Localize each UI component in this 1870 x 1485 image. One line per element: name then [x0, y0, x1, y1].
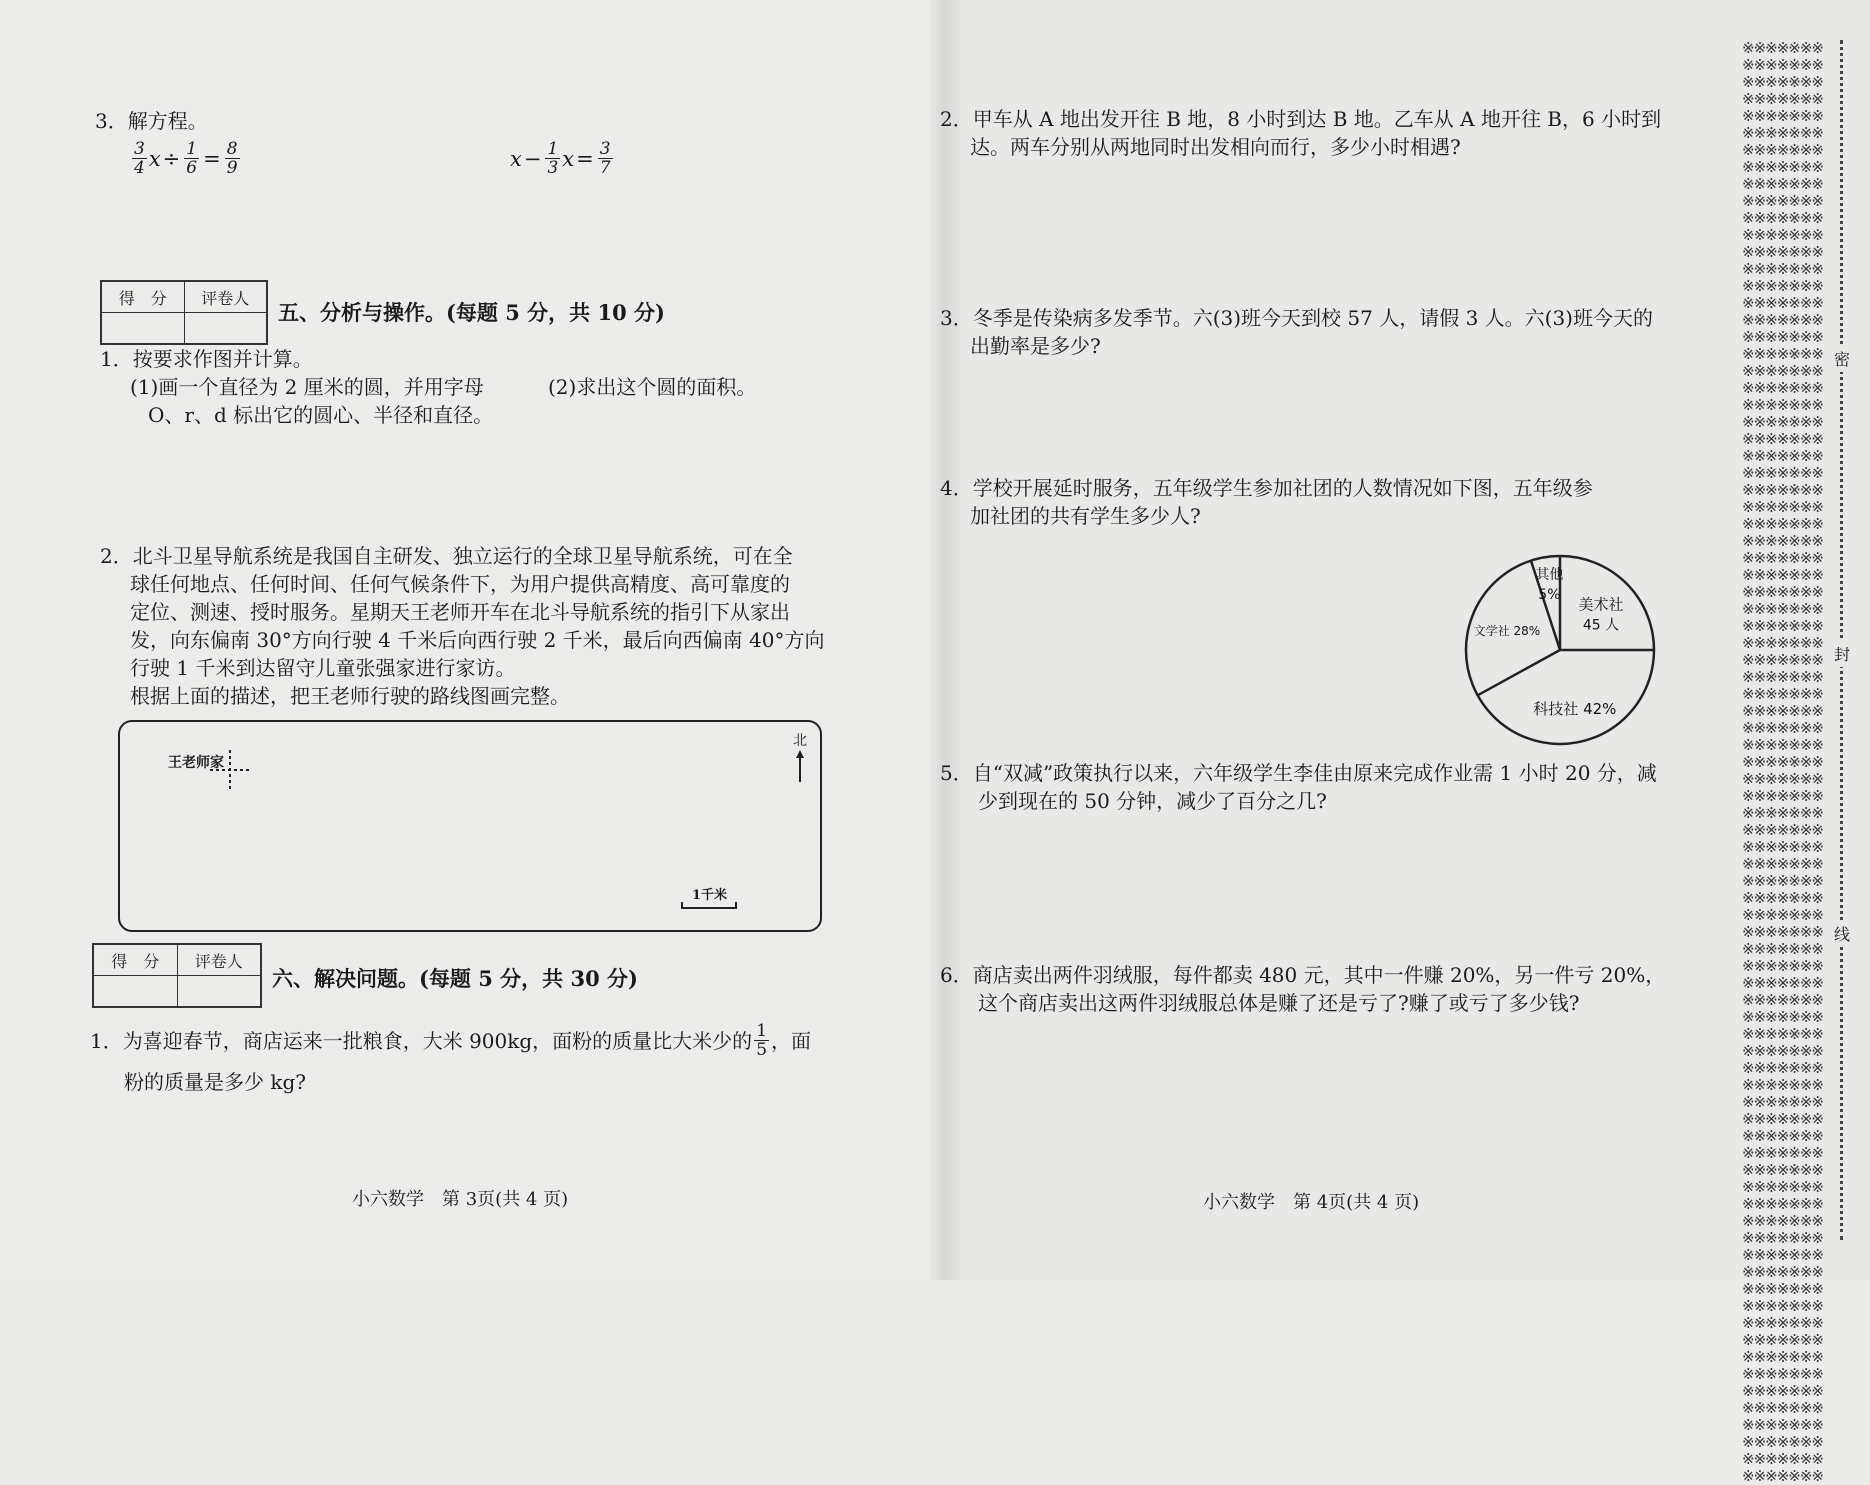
operator: ÷ — [162, 146, 181, 171]
score-header: 得 分 — [93, 944, 177, 976]
fraction — [598, 140, 613, 177]
s5-q2-line1: 2．北斗卫星导航系统是我国自主研发、独立运行的全球卫星导航系统，可在全 — [100, 544, 793, 568]
operator: − — [523, 146, 542, 171]
section-5-title: 五、分析与操作。(每题 5 分，共 10 分) — [278, 300, 665, 325]
s5-q1-sub1b: O、r、d 标出它的圆心、半径和直径。 — [148, 403, 494, 427]
denominator: 5 — [756, 1040, 768, 1060]
binding-feng-char: 封 — [1834, 640, 1850, 667]
fraction — [225, 140, 240, 177]
scale-label: 1千米 — [692, 888, 728, 903]
fraction — [754, 1022, 769, 1059]
fraction — [132, 140, 147, 177]
s5-q2-line3: 定位、测速、授时服务。星期天王老师开车在北斗导航系统的指引下从家出 — [130, 600, 790, 624]
equation-1 — [130, 140, 242, 177]
variable: x — [148, 146, 161, 171]
denominator: 6 — [186, 158, 198, 178]
pie-slice-value: 45 人 — [1582, 617, 1620, 634]
numerator: 3 — [134, 139, 145, 159]
score-cell[interactable] — [93, 976, 177, 1008]
grader-cell[interactable] — [184, 313, 267, 345]
r-q3-line1: 3．冬季是传染病多发季节。六(3)班今天到校 57 人，请假 3 人。六(3)班今天的 — [940, 306, 1653, 330]
pie-divider — [1478, 650, 1560, 695]
r-q5-line1: 5．自“双减”政策执行以来，六年级学生李佳由原来完成作业需 1 小时 20 分，减 — [940, 761, 1657, 785]
pie-slice-label: 其他 — [1535, 567, 1564, 584]
binding-xian-char: 线 — [1834, 920, 1850, 947]
variable: x — [562, 146, 575, 171]
binding-x-pattern: ※※※※※※※※※※※※※※※※※※※※※※※※※※※※※※※※※※※※※※※※※※※※※※※※※※※※※※※※※※※※※※※※※※※※※※※※※※※※※※※※※※※※※※※※※※※※※※※※※※※※※※※※※※※※※※※※※※※※※※※※※※※※※※※※※※※※※※※※※※※※※※※※※※※※※※※※※※※※※※※※※※※※※※※※※※※※※※※※※※※※※※※※※※※※※※※※※※※※※※※※※※※※※※※※※※※※※※※※※※※※※※※※※※※※※※※※※※※※※※※※※※※※※※※※※※※※※※※※※※※※※※※※※※※※※※※※※※※※※※※※※※※※※※※※※※※※※※※※※※※※※※※※※※※※※※※※※※※※※※※※※※※※※※※※※※※※※※※※※※※※※※※※※※※※※※※※※※※※※※※※※※※※※※※※※※※※※※※※※※※※※※※※※※※※※※※※※※※※※※※※※※※※※※※※※※※※※※※※※※※※※※※※※※※※※※※※※※※※※※※※※※※※※※※※※※※※※※※※※※※※※※※※※※※※※※※※※※※※※※※※※※※※※※※※※※※※※※※※※※※※※※※※※※※※※※※※※※※※※※※※※※※※※※※※※※※※※※※※※※※※※※※※※※※※※※※※※※※※※※※※※※※※※※※※※※※※※※※※※※※※※※※※※※※※※※※※※※※ — [1742, 39, 1823, 1485]
r-q2-line2: 达。两车分别从两地同时出发相向而行，多少小时相遇? — [970, 135, 1461, 159]
s6-q1-line1 — [90, 1022, 811, 1059]
page-fold — [930, 0, 960, 1280]
s5-q1-line: 1．按要求作图并计算。 — [100, 347, 313, 371]
club-pie-chart — [1460, 550, 1660, 750]
question-3-label: 3．解方程。 — [95, 109, 208, 133]
score-cell[interactable] — [101, 313, 184, 345]
pie-slice-label: 美术社 — [1578, 595, 1624, 614]
r-q6-line1: 6．商店卖出两件羽绒服，每件都卖 480 元，其中一件赚 20%，另一件亏 20%， — [940, 963, 1666, 987]
s5-q2-line6: 根据上面的描述，把王老师行驶的路线图画完整。 — [130, 684, 570, 708]
right-footer: 小六数学 第 4页(共 4 页) — [1203, 1192, 1420, 1213]
left-footer: 小六数学 第 3页(共 4 页) — [352, 1189, 569, 1210]
fraction — [545, 140, 560, 177]
binding-mi-char: 密 — [1834, 345, 1850, 372]
r-q4-line2: 加社团的共有学生多少人? — [970, 504, 1201, 528]
numerator: 3 — [599, 139, 611, 159]
route-map-box[interactable] — [118, 720, 822, 932]
right-page — [945, 0, 1870, 1485]
equals-sign: = — [576, 146, 594, 171]
s5-q1-sub1a: (1)画一个直径为 2 厘米的圆，并用字母 — [130, 375, 484, 399]
numerator: 1 — [547, 139, 559, 159]
scale-bar-icon — [680, 900, 738, 910]
equals-sign: = — [203, 146, 221, 171]
s6-q1-text: 1．为喜迎春节，商店运来一批粮食，大米 900kg，面粉的质量比大米少的 — [90, 1028, 753, 1053]
home-label: 王老师家 — [168, 755, 224, 771]
numerator: 1 — [186, 139, 198, 159]
s6-q1-line2: 粉的质量是多少 kg? — [124, 1070, 307, 1094]
section-6-title: 六、解决问题。(每题 5 分，共 30 分) — [272, 966, 638, 991]
s5-q2-line2: 球任何地点、任何时间、任何气候条件下，为用户提供高精度、高可靠度的 — [130, 572, 790, 596]
home-crosshair-icon — [210, 750, 250, 790]
score-table-5 — [100, 280, 268, 345]
r-q6-line2: 这个商店卖出这两件羽绒服总体是赚了还是亏了?赚了或亏了多少钱? — [978, 991, 1580, 1015]
north-arrow-icon — [794, 750, 806, 782]
s5-q2-line4: 发，向东偏南 30°方向行驶 4 千米后向西行驶 2 千米，最后向西偏南 40°方向 — [130, 628, 825, 652]
grader-cell[interactable] — [177, 976, 261, 1008]
fraction — [184, 140, 199, 177]
s5-q1-sub2: (2)求出这个圆的面积。 — [548, 375, 757, 399]
denominator: 4 — [134, 158, 145, 178]
r-q2-line1: 2．甲车从 A 地出发开往 B 地，8 小时到达 B 地。乙车从 A 地开往 B，6 小时到 — [940, 107, 1662, 131]
r-q5-line2: 少到现在的 50 分钟，减少了百分之几? — [978, 789, 1327, 813]
variable: x — [510, 146, 522, 171]
pie-slice-label: 文学社 28% — [1473, 623, 1541, 638]
s6-q1-text-end: ，面 — [771, 1028, 812, 1053]
equation-2 — [510, 140, 615, 177]
denominator: 7 — [599, 158, 611, 178]
denominator: 9 — [226, 158, 238, 178]
denominator: 3 — [547, 158, 559, 178]
numerator: 8 — [226, 139, 238, 159]
grader-header: 评卷人 — [184, 281, 267, 313]
r-q3-line2: 出勤率是多少? — [970, 334, 1101, 358]
s5-q2-line5: 行驶 1 千米到达留守儿童张强家进行家访。 — [130, 656, 516, 680]
score-table-6 — [92, 943, 262, 1008]
pie-slice-label: 科技社 42% — [1533, 700, 1617, 719]
score-header: 得 分 — [101, 281, 184, 313]
binding-margin — [1742, 39, 1860, 1485]
numerator: 1 — [756, 1021, 768, 1041]
north-label: 北 — [793, 733, 807, 749]
r-q4-line1: 4．学校开展延时服务，五年级学生参加社团的人数情况如下图，五年级参 — [940, 476, 1593, 500]
pie-slice-value: 5% — [1538, 587, 1561, 604]
grader-header: 评卷人 — [177, 944, 261, 976]
